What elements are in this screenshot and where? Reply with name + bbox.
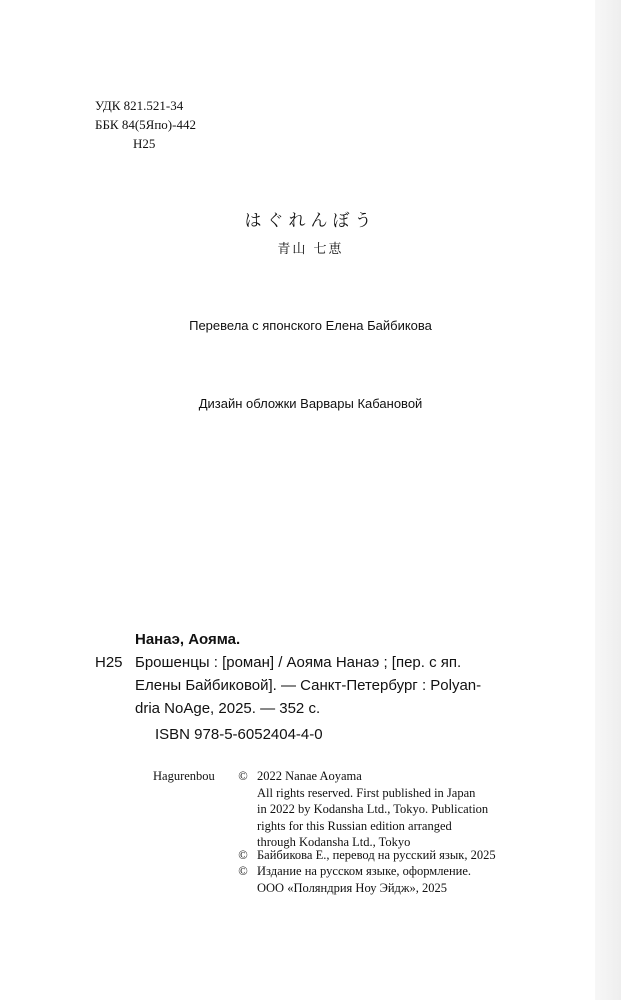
copyright-line: ООО «Поляндрия Ноу Эйдж», 2025 [257, 880, 448, 895]
cover-design-credit: Дизайн обложки Варвары Кабановой [198, 396, 423, 411]
copyright-line: Байбикова Е., перевод на русский язык, 2025 [257, 848, 496, 862]
copyright-symbol: © [238, 848, 248, 862]
catalog-description-line: Елены Байбиковой]. — Санкт-Петербург : Polyan- [135, 677, 482, 694]
udk-code: УДК 821.521-34 [95, 98, 184, 113]
catalog-code: Н25 [95, 654, 123, 671]
copyright-notice-edition [257, 863, 471, 896]
catalog-author-heading: Нанаэ, Аояма. [135, 631, 241, 648]
classification-codes [95, 96, 196, 153]
copyright-line: rights for this Russian edition arranged [257, 818, 452, 833]
original-author: 青山 七恵 [277, 242, 344, 257]
copyright-symbol: © [238, 864, 248, 878]
copyright-line: 2022 Nanae Aoyama [257, 769, 362, 783]
copyright-original-title: Hagurenbou [153, 769, 215, 783]
translator-credit: Перевела с японского Елена Байбикова [189, 318, 432, 333]
original-title: はぐれんぼう [244, 211, 377, 231]
isbn: ISBN 978-5-6052404-4-0 [155, 726, 323, 743]
copyright-line: through Kodansha Ltd., Tokyo [257, 835, 411, 849]
catalog-description [135, 651, 481, 720]
copyright-line: Издание на русском языке, оформление. [257, 864, 472, 878]
copyright-symbol: © [238, 769, 248, 783]
catalog-description-line: Брошенцы : [роман] / Аояма Нанаэ ; [пер. с яп. [135, 654, 462, 671]
copyright-line: All rights reserved. First published in Japan [257, 785, 476, 800]
copyright-line: in 2022 by Kodansha Ltd., Tokyo. Publication [257, 802, 489, 816]
catalog-description-line: dria NoAge, 2025. — 352 с. [135, 700, 321, 717]
page-edge-shadow [595, 0, 621, 1000]
bbk-code: ББК 84(5Япо)-442 [95, 117, 196, 132]
author-mark: Н25 [133, 136, 156, 151]
copyright-notice-translation [257, 847, 496, 864]
copyright-notice-original [257, 768, 488, 851]
